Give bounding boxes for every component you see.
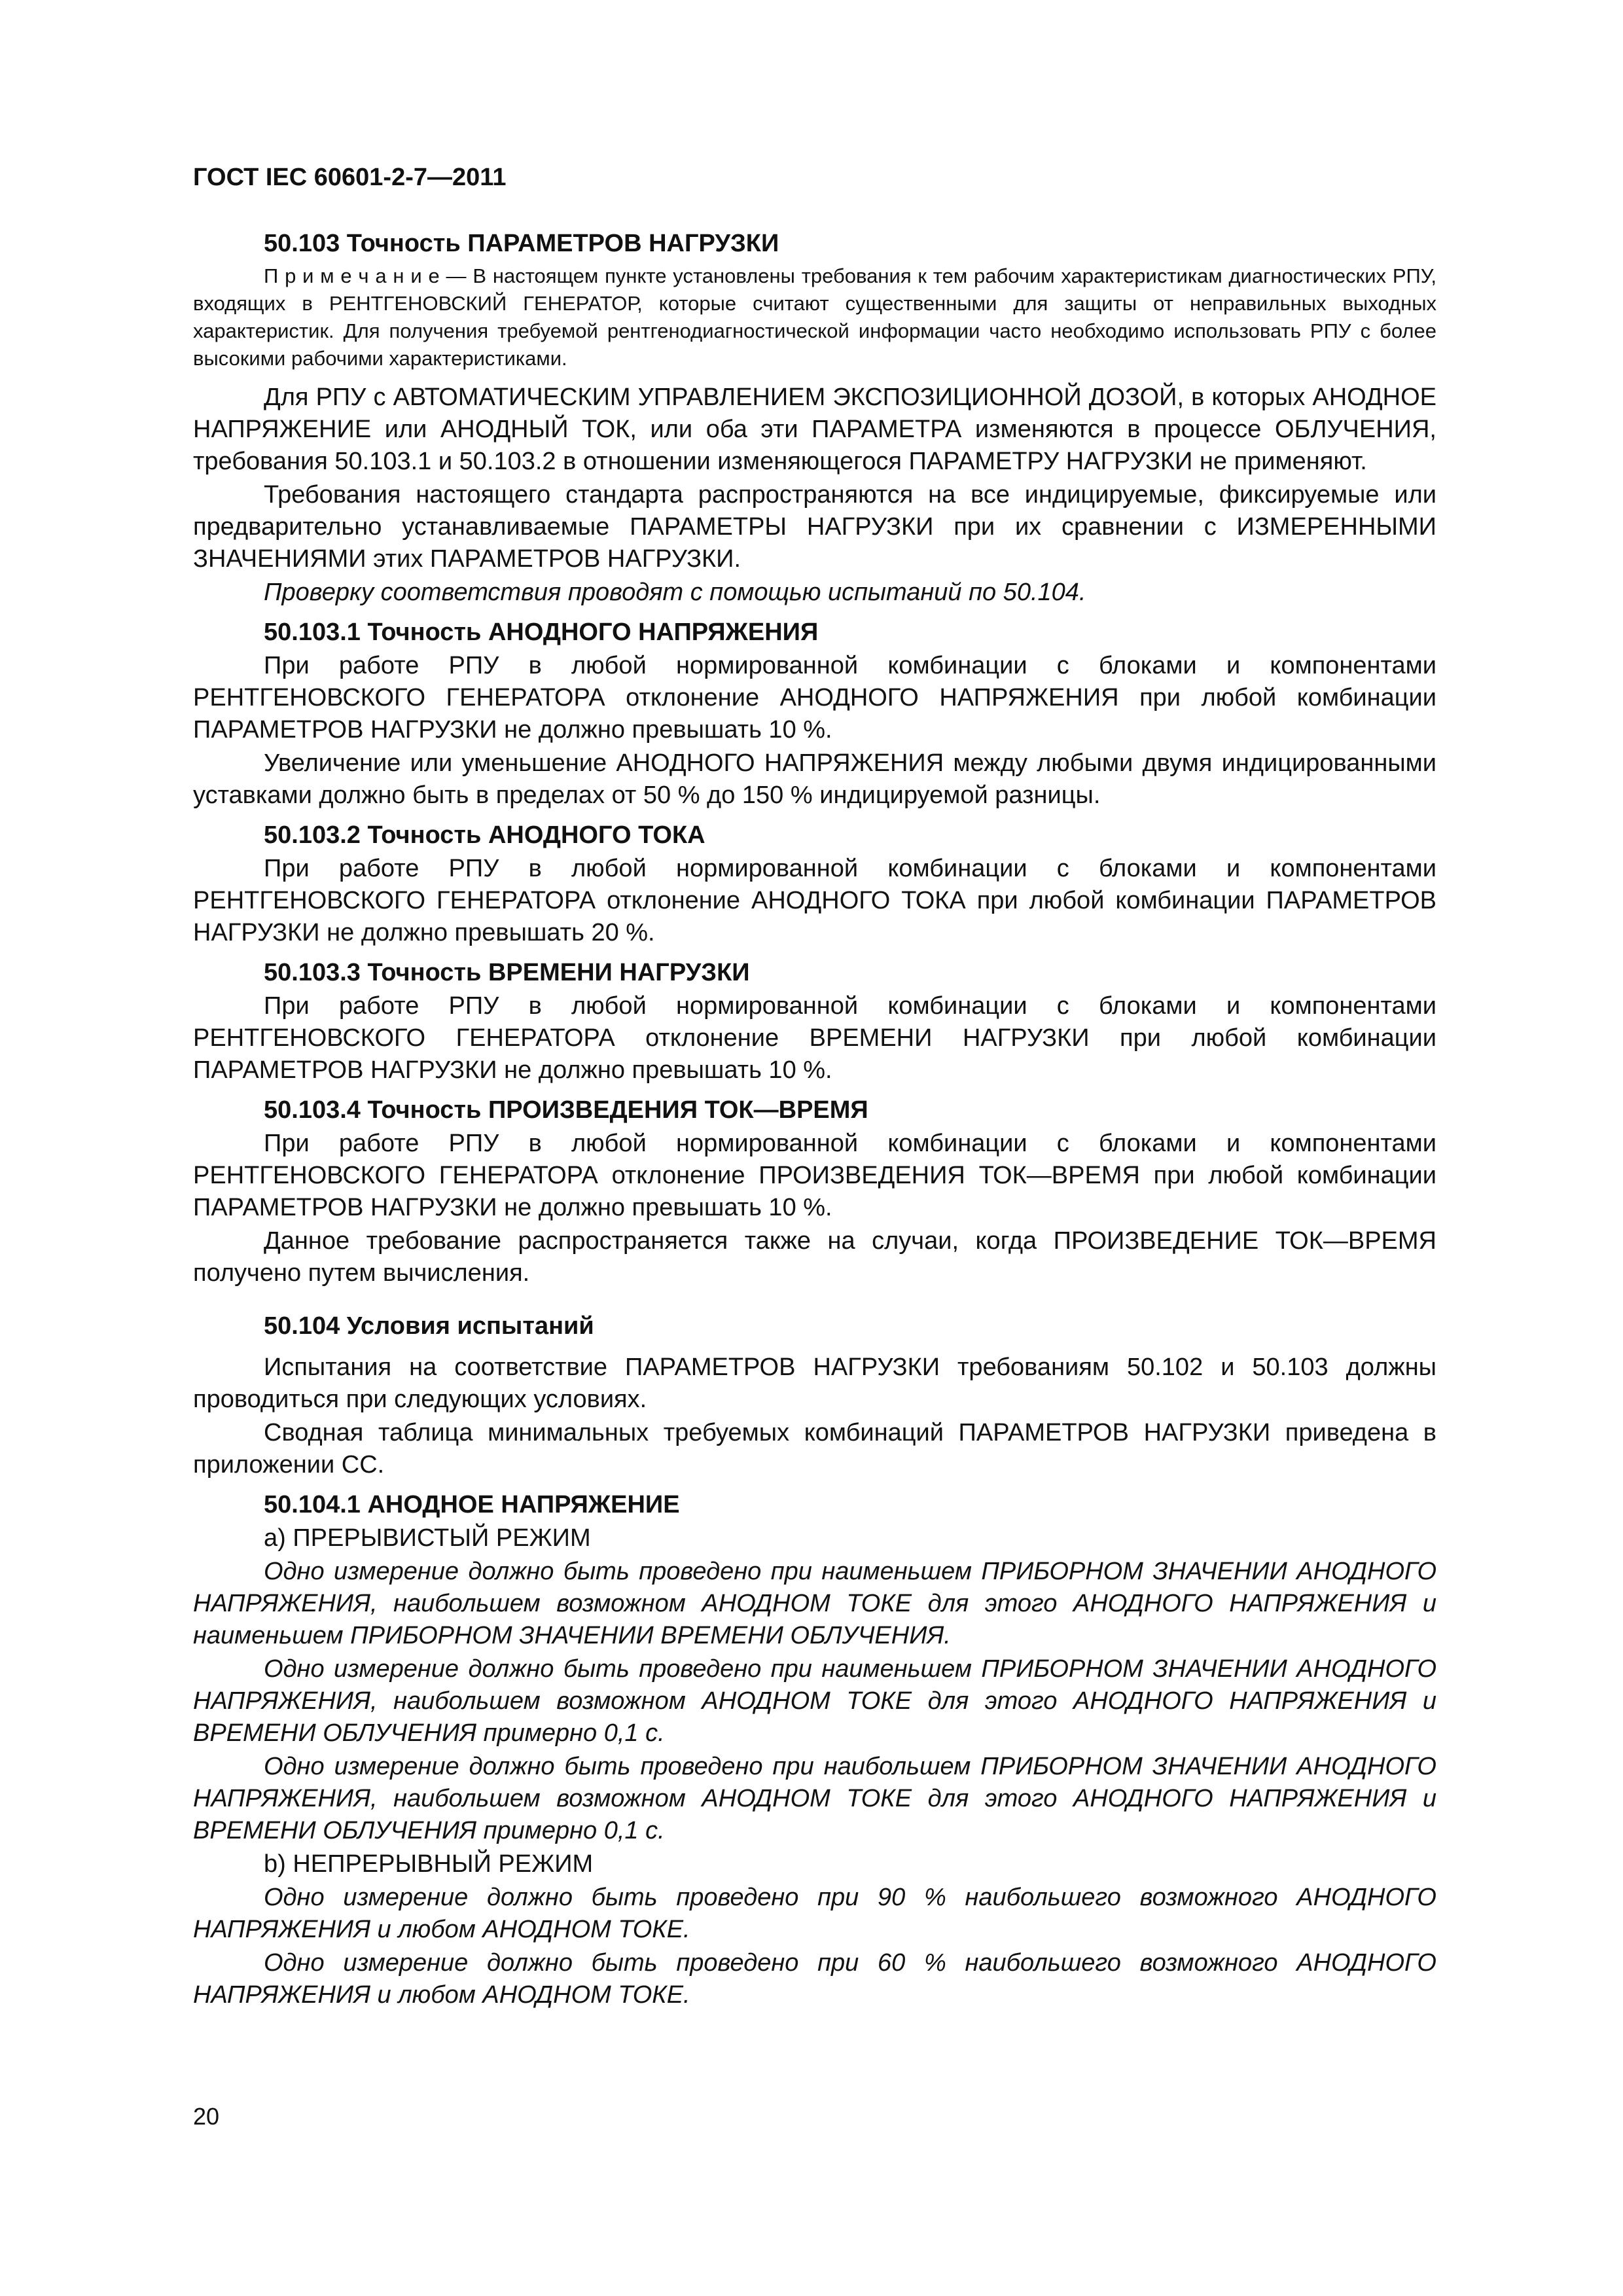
document-code: ГОСТ IEC 60601-2-7—2011: [193, 164, 507, 191]
italic-paragraph: Одно измерение должно быть проведено при наименьшем ПРИБОРНОМ ЗНАЧЕНИИ АНОДНОГО НАПРЯЖЕНИЯ, наибольшем возможном АНОДНОМ ТОКЕ для этого АНОДНОГО НАПРЯЖЕНИЯ и ВРЕМЕНИ ОБЛУЧЕНИЯ примерно 0,1 с.: [193, 1655, 1436, 1747]
page-number: 20: [193, 2103, 220, 2130]
body-paragraph: b) НЕПРЕРЫВНЫЙ РЕЖИМ: [264, 1850, 594, 1878]
italic-paragraph: Одно измерение должно быть проведено при 60 % наибольшего возможного АНОДНОГО НАПРЯЖЕНИЯ и любом АНОДНОМ ТОКЕ.: [193, 1949, 1436, 2009]
body-paragraph: Увеличение или уменьшение АНОДНОГО НАПРЯЖЕНИЯ между любыми двумя индицированными уставками должно быть в пределах от 50 % до 150 % индицируемой разницы.: [193, 749, 1436, 809]
body-paragraph: Требования настоящего стандарта распространяются на все индицируемые, фиксируемые или предварительно устанавливаемые ПАРАМЕТРЫ НАГРУЗКИ при их сравнении с ИЗМЕРЕННЫМИ ЗНАЧЕНИЯМИ этих ПАРАМЕТРОВ НАГРУЗКИ.: [193, 481, 1436, 573]
section-heading: 50.103.4 Точность ПРОИЗВЕДЕНИЯ ТОК—ВРЕМЯ: [264, 1096, 868, 1124]
body-paragraph: a) ПРЕРЫВИСТЫЙ РЕЖИМ: [264, 1524, 591, 1552]
body-paragraph: Сводная таблица минимальных требуемых комбинаций ПАРАМЕТРОВ НАГРУЗКИ приведена в приложении СС.: [193, 1419, 1436, 1479]
note-paragraph: П р и м е ч а н и е — В настоящем пункте установлены требования к тем рабочим характеристикам диагностических РПУ, входящих в РЕНТГЕНОВСКИЙ ГЕНЕРАТОР, которые считают существенными для защиты от неправильных выходных характеристик. Для получения требуемой рентгенодиагностической информации часто необходимо использовать РПУ с более высокими рабочими характеристиками.: [193, 264, 1436, 370]
italic-paragraph: Одно измерение должно быть проведено при наименьшем ПРИБОРНОМ ЗНАЧЕНИИ АНОДНОГО НАПРЯЖЕНИЯ, наибольшем возможном АНОДНОМ ТОКЕ для этого АНОДНОГО НАПРЯЖЕНИЯ и наименьшем ПРИБОРНОМ ЗНАЧЕНИИ ВРЕМЕНИ ОБЛУЧЕНИЯ.: [193, 1558, 1436, 1649]
italic-paragraph: Одно измерение должно быть проведено при наибольшем ПРИБОРНОМ ЗНАЧЕНИИ АНОДНОГО НАПРЯЖЕНИЯ, наибольшем возможном АНОДНОМ ТОКЕ для этого АНОДНОГО НАПРЯЖЕНИЯ и ВРЕМЕНИ ОБЛУЧЕНИЯ примерно 0,1 с.: [193, 1753, 1436, 1844]
body-paragraph: Для РПУ с АВТОМАТИЧЕСКИМ УПРАВЛЕНИЕМ ЭКСПОЗИЦИОННОЙ ДОЗОЙ, в которых АНОДНОЕ НАПРЯЖЕНИЕ или АНОДНЫЙ ТОК, или оба эти ПАРАМЕТРА изменяются в процессе ОБЛУЧЕНИЯ, требования 50.103.1 и 50.103.2 в отношении изменяющегося ПАРАМЕТРУ НАГРУЗКИ не применяют.: [193, 384, 1436, 475]
document-body: [193, 228, 1436, 2013]
section-heading: 50.103.2 Точность АНОДНОГО ТОКА: [264, 821, 705, 849]
body-paragraph: Данное требование распространяется также на случаи, когда ПРОИЗВЕДЕНИЕ ТОК—ВРЕМЯ получено путем вычисления.: [193, 1227, 1436, 1287]
section-heading: 50.103.1 Точность АНОДНОГО НАПРЯЖЕНИЯ: [264, 619, 819, 646]
section-heading: 50.103.3 Точность ВРЕМЕНИ НАГРУЗКИ: [264, 959, 750, 986]
body-paragraph: При работе РПУ в любой нормированной комбинации с блоками и компонентами РЕНТГЕНОВСКОГО ГЕНЕРАТОРА отклонение ПРОИЗВЕДЕНИЯ ТОК—ВРЕМЯ при любой комбинации ПАРАМЕТРОВ НАГРУЗКИ не должно превышать 10 %.: [193, 1130, 1436, 1221]
italic-paragraph: Одно измерение должно быть проведено при 90 % наибольшего возможного АНОДНОГО НАПРЯЖЕНИЯ и любом АНОДНОМ ТОКЕ.: [193, 1884, 1436, 1943]
body-paragraph: При работе РПУ в любой нормированной комбинации с блоками и компонентами РЕНТГЕНОВСКОГО ГЕНЕРАТОРА отклонение АНОДНОГО НАПРЯЖЕНИЯ при любой комбинации ПАРАМЕТРОВ НАГРУЗКИ не должно превышать 10 %.: [193, 652, 1436, 744]
body-paragraph: При работе РПУ в любой нормированной комбинации с блоками и компонентами РЕНТГЕНОВСКОГО ГЕНЕРАТОРА отклонение АНОДНОГО ТОКА при любой комбинации ПАРАМЕТРОВ НАГРУЗКИ не должно превышать 20 %.: [193, 855, 1436, 946]
section-heading: 50.104.1 АНОДНОЕ НАПРЯЖЕНИЕ: [264, 1491, 680, 1518]
section-heading: 50.103 Точность ПАРАМЕТРОВ НАГРУЗКИ: [264, 230, 779, 257]
body-paragraph: Испытания на соответствие ПАРАМЕТРОВ НАГРУЗКИ требованиям 50.102 и 50.103 должны проводиться при следующих условиях.: [193, 1354, 1436, 1413]
italic-paragraph: Проверку соответствия проводят с помощью испытаний по 50.104.: [264, 579, 1086, 606]
section-heading: 50.104 Условия испытаний: [264, 1312, 594, 1340]
body-paragraph: При работе РПУ в любой нормированной комбинации с блоками и компонентами РЕНТГЕНОВСКОГО ГЕНЕРАТОРА отклонение ВРЕМЕНИ НАГРУЗКИ при любой комбинации ПАРАМЕТРОВ НАГРУЗКИ не должно превышать 10 %.: [193, 992, 1436, 1084]
